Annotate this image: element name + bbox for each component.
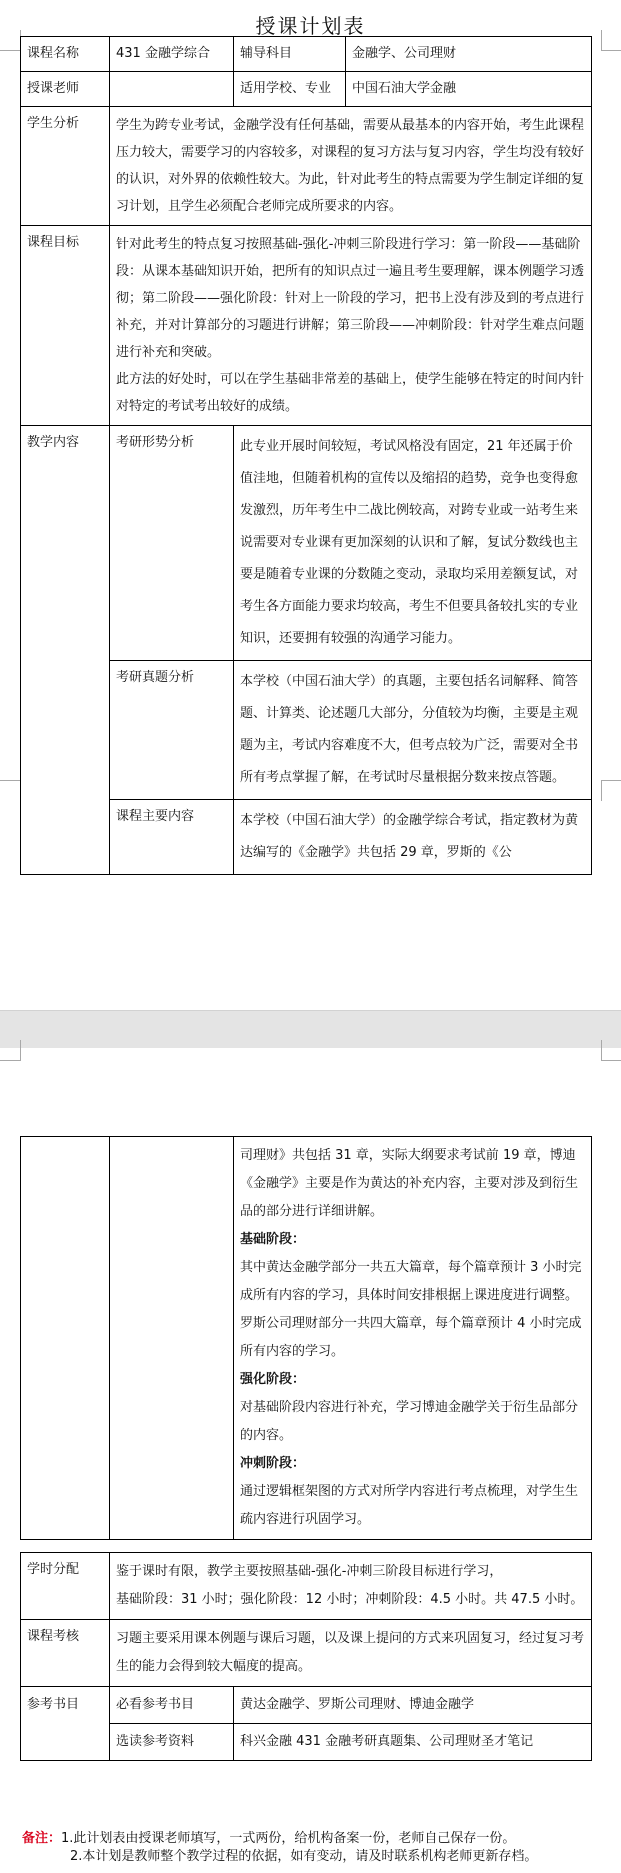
note-1: 1.此计划表由授课老师填写，一式两份，给机构备案一份，老师自己保存一份。 xyxy=(61,1831,516,1846)
sprint-heading: 冲刺阶段： xyxy=(240,1456,306,1471)
content-label: 教学内容 xyxy=(21,426,110,875)
trend-label: 考研形势分析 xyxy=(110,426,234,661)
main-label-cont xyxy=(110,1137,234,1540)
note-2: 2.本计划是教师整个教学过程的依据，如有变动，请及时联系机构老师更新存档。 xyxy=(70,1849,538,1864)
basic-paragraph: 罗斯公司理财部分一共四大篇章，每个篇章预计 4 小时完成所有内容的学习。 xyxy=(240,1316,582,1359)
school-label: 适用学校、专业 xyxy=(234,72,346,107)
table-row xyxy=(21,426,592,661)
crop-mark xyxy=(0,1040,21,1061)
goal-label: 课程目标 xyxy=(21,226,110,426)
crop-mark xyxy=(0,780,21,801)
goal-text xyxy=(110,226,592,426)
exam-label: 考研真题分析 xyxy=(110,661,234,800)
crop-mark xyxy=(601,780,621,801)
table-row xyxy=(21,1137,592,1540)
notes xyxy=(22,1830,602,1866)
subject-label: 辅导科目 xyxy=(234,37,346,72)
teacher-value xyxy=(110,72,234,107)
page-title: 授课计划表 xyxy=(255,14,366,38)
note-line xyxy=(22,1830,602,1848)
table-row xyxy=(21,107,592,226)
table-row xyxy=(21,37,592,72)
strong-heading: 强化阶段： xyxy=(240,1372,306,1387)
page-gap xyxy=(0,1010,621,1050)
required-books-label: 必看参考书目 xyxy=(110,1687,234,1724)
course-name-label: 课程名称 xyxy=(21,37,110,72)
table-row xyxy=(21,1553,592,1620)
crop-mark xyxy=(601,1040,621,1061)
assess-text: 习题主要采用课本例题与课后习题，以及课上提问的方式来巩固复习，经过复习考生的能力会得到较大幅度的提高。 xyxy=(110,1620,592,1687)
exam-text: 本学校（中国石油大学）的真题，主要包括名词解释、简答题、计算类、论述题几大部分，分值较为均衡，主要是主观题为主，考试内容难度不大，但考点较为广泛，需要对全书所有考点掌握了解，在考试时尽量根据分数来按点答题。 xyxy=(234,661,592,800)
main-paragraph: 司理财》共包括 31 章，实际大纲要求考试前 19 章，博迪《金融学》主要是作为黄达的补充内容，主要对涉及到衍生品的部分进行详细讲解。 xyxy=(240,1148,579,1219)
school-value: 中国石油大学金融 xyxy=(346,72,592,107)
main-text-start: 本学校（中国石油大学）的金融学综合考试，指定教材为黄达编写的《金融学》共包括 29 章，罗斯的《公 xyxy=(234,800,592,875)
optional-books-label: 选读参考资料 xyxy=(110,1724,234,1761)
notes-label: 备注： xyxy=(22,1831,62,1846)
goal-paragraph: 针对此考生的特点复习按照基础-强化-冲刺三阶段进行学习：第一阶段——基础阶段：从课本基础知识开始，把所有的知识点过一遍且考生要理解，课本例题学习透彻；第二阶段——强化阶段：针对上一阶段的学习，把书上没有涉及到的考点进行补充，并对计算部分的习题进行讲解；第三阶段——冲刺阶段：针对学生难点问题进行补充和突破。 xyxy=(116,237,585,360)
table-row xyxy=(21,72,592,107)
analysis-label: 学生分析 xyxy=(21,107,110,226)
course-name-value: 431 金融学综合 xyxy=(110,37,234,72)
assess-label: 课程考核 xyxy=(21,1620,110,1687)
plan-table-lower xyxy=(20,1552,592,1761)
strong-paragraph: 对基础阶段内容进行补充，学习博迪金融学关于衍生品部分的内容。 xyxy=(240,1400,579,1443)
main-label: 课程主要内容 xyxy=(110,800,234,875)
goal-paragraph: 此方法的好处时，可以在学生基础非常差的基础上，使学生能够在特定的时间内针对特定的考试考出较好的成绩。 xyxy=(116,372,585,414)
main-text-cont xyxy=(234,1137,592,1540)
hours-line: 鉴于课时有限，教学主要按照基础-强化-冲刺三阶段目标进行学习， xyxy=(116,1564,503,1579)
hours-label: 学时分配 xyxy=(21,1553,110,1620)
content-label-cont xyxy=(21,1137,110,1540)
analysis-text: 学生为跨专业考试，金融学没有任何基础，需要从最基本的内容开始，考生此课程压力较大，需要学习的内容较多，对课程的复习方法与复习内容，学生均没有较好的认识，对外界的依赖性较大。为此，针对此考生的特点需要为学生制定详细的复习计划，且学生必须配合老师完成所要求的内容。 xyxy=(110,107,592,226)
hours-text xyxy=(110,1553,592,1620)
table-row xyxy=(21,1687,592,1724)
trend-text: 此专业开展时间较短，考试风格没有固定，21 年还属于价值洼地，但随着机构的宣传以及缩招的趋势，竞争也变得愈发激烈，历年考生中二战比例较高，对跨专业或一站考生来说需要对专业课有更加深刻的认识和了解，复试分数线也主要是随着专业课的分数随之变动，录取均采用差额复试，对考生各方面能力要求均较高，考生不但要具备较扎实的专业知识，还要拥有较强的沟通学习能力。 xyxy=(234,426,592,661)
optional-books: 科兴金融 431 金融考研真题集、公司理财圣才笔记 xyxy=(234,1724,592,1761)
table-row xyxy=(21,226,592,426)
basic-paragraph: 其中黄达金融学部分一共五大篇章，每个篇章预计 3 小时完成所有内容的学习，具体时间安排根据上课进度进行调整。 xyxy=(240,1260,582,1303)
teacher-label: 授课老师 xyxy=(21,72,110,107)
required-books: 黄达金融学、罗斯公司理财、博迪金融学 xyxy=(234,1687,592,1724)
basic-heading: 基础阶段： xyxy=(240,1232,306,1247)
sprint-paragraph: 通过逻辑框架图的方式对所学内容进行考点梳理，对学生生疏内容进行巩固学习。 xyxy=(240,1484,579,1527)
table-row xyxy=(21,1620,592,1687)
plan-table-continued xyxy=(20,1136,592,1540)
books-label: 参考书目 xyxy=(21,1687,110,1761)
plan-table xyxy=(20,36,592,875)
hours-line: 基础阶段：31 小时；强化阶段：12 小时；冲刺阶段：4.5 小时。共 47.5 小时。 xyxy=(116,1592,584,1607)
subject-value: 金融学、公司理财 xyxy=(346,37,592,72)
